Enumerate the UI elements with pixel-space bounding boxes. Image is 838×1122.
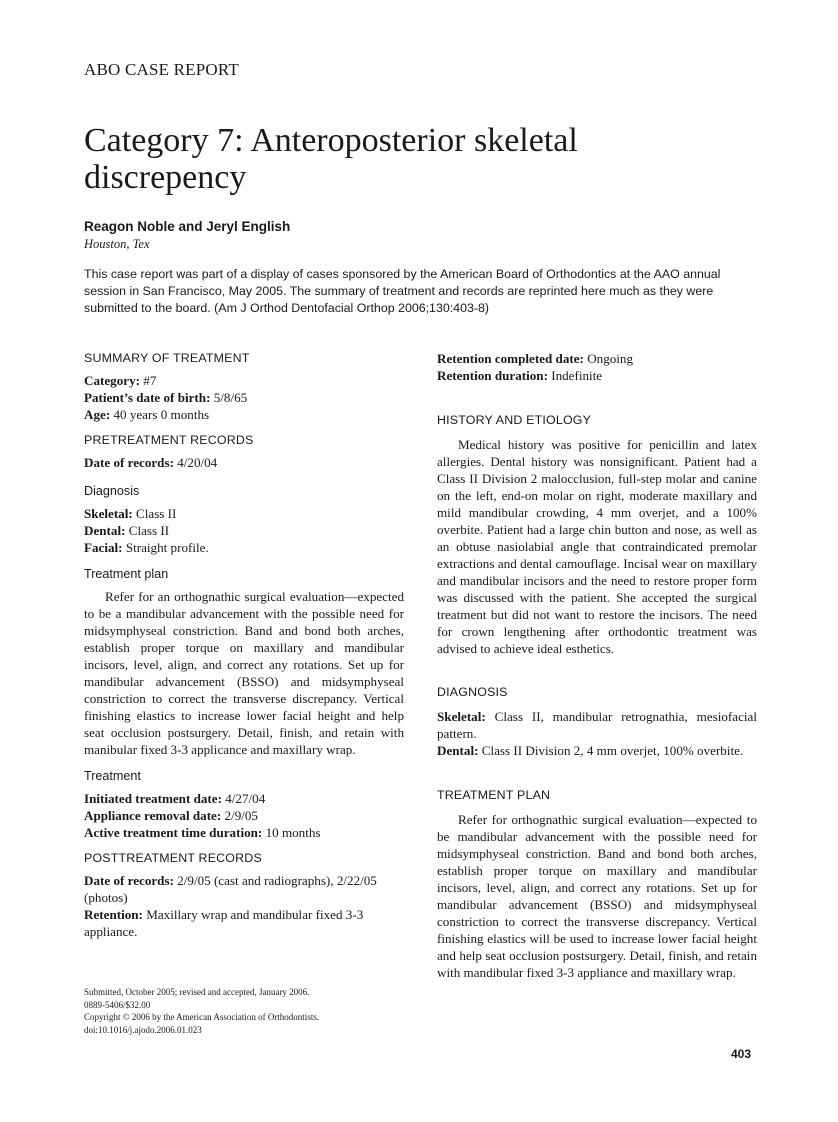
field-label: Date of records: xyxy=(84,873,174,888)
removal-field xyxy=(84,807,404,824)
field-label: Retention: xyxy=(84,907,143,922)
field-label: Facial: xyxy=(84,540,123,555)
article-title: Category 7: Anteroposterior skeletal discrepency xyxy=(84,122,578,196)
field-label: Skeletal: xyxy=(437,709,486,724)
initiated-field xyxy=(84,790,404,807)
pretreatment-heading: PRETREATMENT RECORDS xyxy=(84,433,254,447)
field-value: Class II, mandibular retrognathia, mesiofacial pattern. xyxy=(437,709,757,741)
retention-completed-field xyxy=(437,350,757,367)
footnote-submitted: Submitted, October 2005; revised and accepted, January 2006. xyxy=(84,987,310,997)
diagnosis-heading: DIAGNOSIS xyxy=(437,685,508,699)
summary-heading: SUMMARY OF TREATMENT xyxy=(84,351,250,365)
field-value: 2/9/05 xyxy=(221,808,258,823)
field-label: Initiated treatment date: xyxy=(84,791,222,806)
records-date-field xyxy=(84,454,404,471)
retention-field xyxy=(84,906,404,940)
treatment-subheading: Treatment xyxy=(84,769,141,783)
field-label: Skeletal: xyxy=(84,506,133,521)
left-column xyxy=(84,350,404,940)
field-label: Retention duration: xyxy=(437,368,548,383)
history-text: Medical history was positive for penicillin and latex allergies. Dental history was nonsignificant. Patient had a Class II Division 2 malocclusion, full-step molar and canine on the left, end-on molar on right, moderate maxillary and mild mandibular crowding, 4 mm overjet, and a 100% overbite. Patient had a large chin button and nose, as well as an obtuse nasiolabial angle that contraindicated premolar extractions and dental camouflage. Incisal wear on maxillary and mandibular incisors and the need to restore proper form was discussed with the patient. She accepted the surgical treatment but did not want to restore the incisors. The need for crown lengthening after orthodontic treatment was advised to achieve ideal esthetics. xyxy=(437,437,757,656)
field-value: #7 xyxy=(140,373,157,388)
duration-field xyxy=(84,824,404,841)
field-value: 40 years 0 months xyxy=(110,407,210,422)
history-heading: HISTORY AND ETIOLOGY xyxy=(437,413,592,427)
field-value: Ongoing xyxy=(583,351,634,366)
field-value: Indefinite xyxy=(547,368,603,383)
footnote-doi: doi:10.1016/j.ajodo.2006.01.023 xyxy=(84,1024,202,1035)
field-value: Maxillary wrap and mandibular fixed 3-3 appliance. xyxy=(84,907,364,939)
post-records-field xyxy=(84,872,404,906)
posttreatment-heading: POSTTREATMENT RECORDS xyxy=(84,851,262,865)
authors: Reagon Noble and Jeryl English xyxy=(84,219,291,234)
field-value: 10 months xyxy=(262,825,321,840)
field-value: 4/27/04 xyxy=(221,791,266,806)
footnote-issn: 0889-5406/$32.00 xyxy=(84,999,151,1010)
field-label: Appliance removal date: xyxy=(84,808,222,823)
age-field xyxy=(84,406,404,423)
diagnosis-subheading: Diagnosis xyxy=(84,484,140,498)
treatment-plan-heading: TREATMENT PLAN xyxy=(437,788,551,802)
field-value: 4/20/04 xyxy=(173,455,218,470)
field-label: Retention completed date: xyxy=(437,351,584,366)
retention-duration-field xyxy=(437,367,757,384)
facial-field xyxy=(84,539,404,556)
skeletal-field xyxy=(84,505,404,522)
field-value: Class II Division 2, 4 mm overjet, 100% overbite. xyxy=(478,743,744,758)
field-label: Dental: xyxy=(84,523,126,538)
abstract: This case report was part of a display of cases sponsored by the American Board of Orthodontics at the AAO annual session in San Francisco, May 2005. The summary of treatment and records are reprinted here much as they were submitted to the board. (Am J Orthod Dentofacial Orthop 2006;130:403-8) xyxy=(84,267,721,315)
diagnosis-skeletal-field xyxy=(437,708,757,742)
field-label: Active treatment time duration: xyxy=(84,825,263,840)
treatment-plan-subheading: Treatment plan xyxy=(84,567,169,581)
category-field xyxy=(84,372,404,389)
dental-field xyxy=(84,522,404,539)
footnote-copyright: Copyright © 2006 by the American Association of Orthodontists. xyxy=(84,1012,320,1022)
footnote xyxy=(84,986,414,1036)
field-label: Category: xyxy=(84,373,140,388)
treatment-plan-text: Refer for an orthognathic surgical evaluation—expected to be a mandibular advancement with the possible need for midsymphyseal constriction. Band and bond both arches, establish proper torque on maxillary and mandibular incisors, level, align, and correct any rotations. Set up for mandibular advancement (BSSO) and midsymphyseal constriction to correct the transverse discrepancy. Vertical finishing elastics to increase lower facial height and help seat occlusion postsurgery. Detail, finish, and retain with manibular fixed 3-3 applicance and maxillary wrap. xyxy=(84,589,404,757)
right-column xyxy=(437,350,757,981)
page-number: 403 xyxy=(731,1047,752,1061)
field-value: 2/9/05 (cast and radiographs), 2/22/05 (photos) xyxy=(84,873,377,905)
diagnosis-dental-field xyxy=(437,742,757,759)
affiliation: Houston, Tex xyxy=(84,237,150,251)
field-value: 5/8/65 xyxy=(210,390,248,405)
field-label: Age: xyxy=(84,407,111,422)
field-value: Class II xyxy=(125,523,170,538)
treatment-plan-detail-text: Refer for orthognathic surgical evaluation—expected to be mandibular advancement with the possible need for midsymphyseal constriction. Band and bond both arches, establish proper torque on maxillary and mandibular incisors, level, align, and correct any rotations. Set up for mandibular advancement (BSSO) and midsymphyseal constriction to correct the transverse discrepancy. Vertical finishing elastics will be used to increase lower facial height and help seat occlusion postsurgery. Detail, finish, and retain with mandibular fixed 3-3 appliance and maxillary wrap. xyxy=(437,812,757,980)
field-label: Date of records: xyxy=(84,455,174,470)
field-label: Patient’s date of birth: xyxy=(84,390,211,405)
field-label: Dental: xyxy=(437,743,479,758)
field-value: Straight profile. xyxy=(122,540,209,555)
field-value: Class II xyxy=(132,506,177,521)
section-kicker: ABO CASE REPORT xyxy=(84,60,240,79)
dob-field xyxy=(84,389,404,406)
